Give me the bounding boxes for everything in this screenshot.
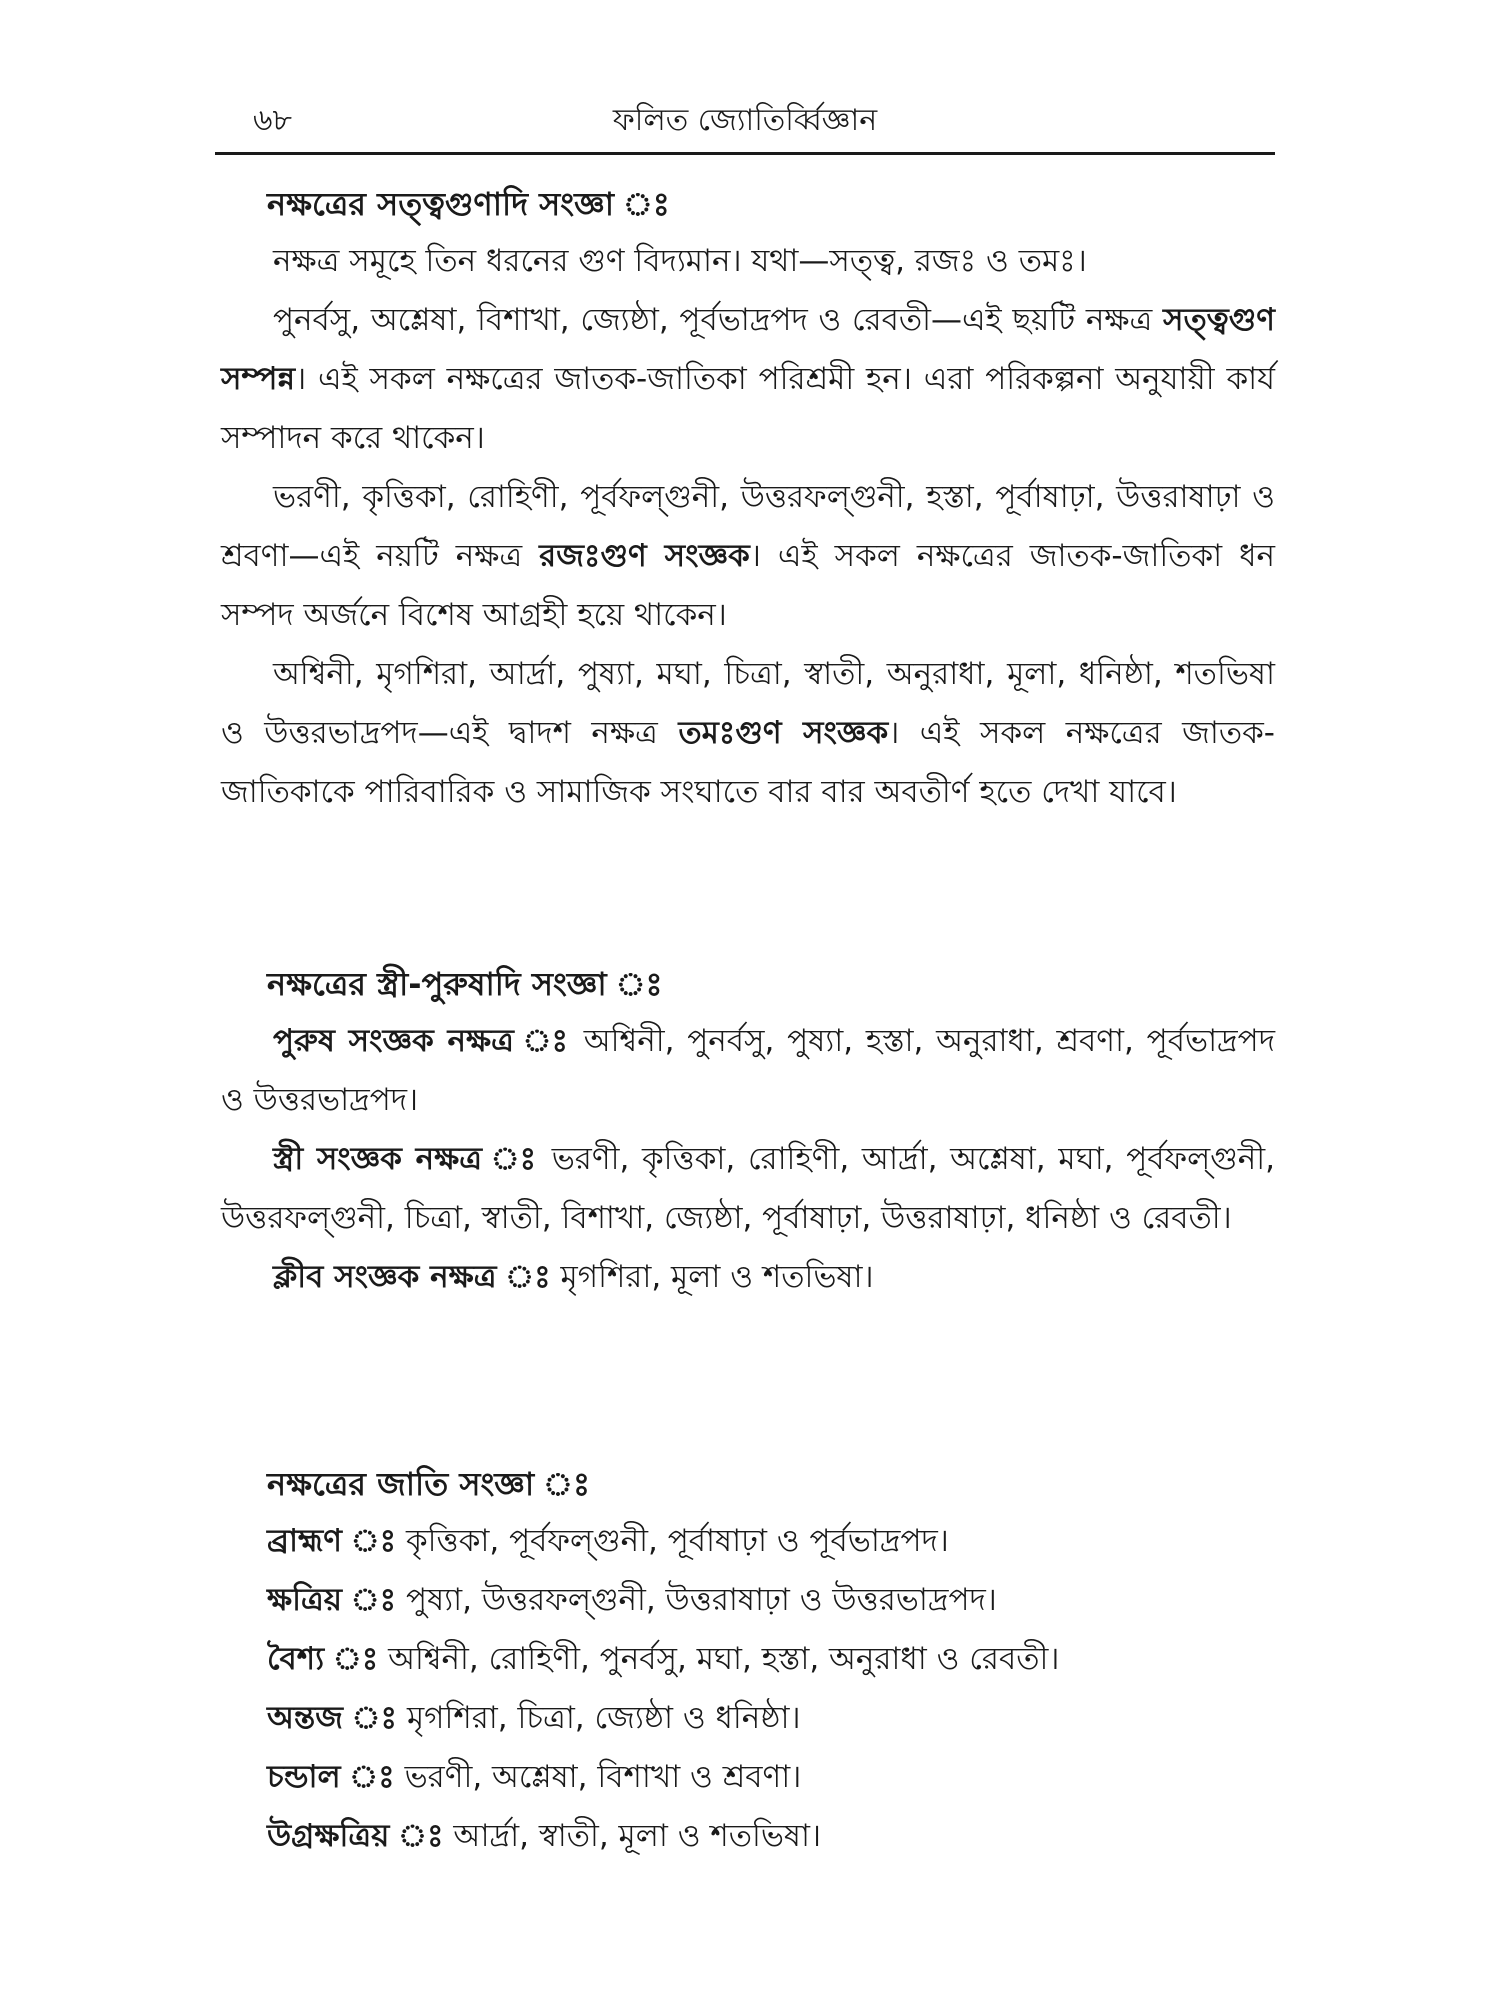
paragraph [215,232,1275,291]
list-text: ভরণী, অশ্লেষা, বিশাখা ও শ্রবণা। [394,1759,802,1795]
paragraph-text: । এই সকল নক্ষত্রের জাতক-জাতিকা ধন সম্পদ অর্জনে বিশেষ আগ্রহী হয়ে থাকেন। [221,538,1276,633]
running-head [215,95,1275,147]
header-rule [215,152,1275,155]
list-item [267,1748,1275,1807]
bold-term: স্ত্রী সংজ্ঞক নক্ষত্র ঃ [273,1141,539,1177]
section-heading: নক্ষত্রের সত্ত্বগুণাদি সংজ্ঞা ঃ [267,185,670,223]
list-label: অন্তজ ঃ [267,1700,398,1736]
paragraph [215,645,1275,822]
section-heading: নক্ষত্রের স্ত্রী-পুরুষাদি সংজ্ঞা ঃ [267,965,663,1003]
bold-term: তমঃগুণ সংজ্ঞক [678,715,889,751]
paragraph [215,1248,1275,1307]
section-heading: নক্ষত্রের জাতি সংজ্ঞা ঃ [267,1465,591,1503]
paragraph-text: পুনর্বসু, অশ্লেষা, বিশাখা, জ্যেষ্ঠা, পূর্বভাদ্রপদ ও রেবতী—এই ছয়টি নক্ষত্র [273,302,1163,338]
section-sattva-guna [215,180,1275,822]
paragraph [215,291,1275,468]
paragraph-text: অশ্বিনী, মৃগশিরা, আর্দ্রা, পুষ্যা, মঘা, চিত্রা, স্বাতী, অনুরাধা, মূলা, ধনিষ্ঠা, শতভিষা ও উত্তরভাদ্রপদ—এই দ্বাদশ নক্ষত্র [221,656,1275,751]
paragraph-text: ভরণী, কৃত্তিকা, রোহিণী, পূর্বফল্গুনী, উত্তরফল্গুনী, হস্তা, পূর্বাষাঢ়া, উত্তরাষাঢ়া ও শ্রবণা—এই নয়টি নক্ষত্র [221,479,1275,574]
list-label: বৈশ্য ঃ [267,1641,379,1677]
list-text: পুষ্যা, উত্তরফল্গুনী, উত্তরাষাঢ়া ও উত্তরভাদ্রপদ। [396,1582,997,1618]
section-caste [215,1460,1275,1866]
paragraph [215,1130,1275,1248]
paragraph-text: । এই সকল নক্ষত্রের জাতক-জাতিকাকে পারিবারিক ও সামাজিক সংঘাতে বার বার অবতীর্ণ হতে দেখা যাবে। [221,715,1275,810]
paragraph-text: ভরণী, কৃত্তিকা, রোহিণী, আর্দ্রা, অশ্লেষা, মঘা, পূর্বফল্গুনী, উত্তরফল্গুনী, চিত্রা, স্বাতী, বিশাখা, জ্যেষ্ঠা, পূর্বাষাঢ়া, উত্তরাষাঢ়া, ধনিষ্ঠা ও রেবতী। [221,1141,1275,1236]
list-text: কৃত্তিকা, পূর্বফল্গুনী, পূর্বাষাঢ়া ও পূর্বভাদ্রপদ। [396,1523,949,1559]
paragraph-text: নক্ষত্র সমূহে তিন ধরনের গুণ বিদ্যমান। যথা—সত্ত্ব, রজঃ ও তমঃ। [273,243,1087,279]
list-label: ক্ষত্রিয় ঃ [267,1582,397,1618]
list-item [267,1689,1275,1748]
list-text: অশ্বিনী, রোহিণী, পুনর্বসু, মঘা, হস্তা, অনুরাধা ও রেবতী। [378,1641,1060,1677]
book-page [215,95,1276,1854]
section-gender [215,960,1275,1307]
list-label: ব্রাহ্মণ ঃ [267,1523,397,1559]
list-item [267,1571,1275,1630]
list-text: আর্দ্রা, স্বাতী, মূলা ও শতভিষা। [443,1818,822,1854]
paragraph-text: মৃগশিরা, মূলা ও শতভিষা। [550,1259,874,1295]
list-label: উগ্রক্ষত্রিয় ঃ [267,1818,444,1854]
list-text: মৃগশিরা, চিত্রা, জ্যেষ্ঠা ও ধনিষ্ঠা। [397,1700,801,1736]
bold-term: ক্লীব সংজ্ঞক নক্ষত্র ঃ [273,1259,551,1295]
paragraph-text: । এই সকল নক্ষত্রের জাতক-জাতিকা পরিশ্রমী হন। এরা পরিকল্পনা অনুযায়ী কার্য সম্পাদন করে থাকেন। [221,361,1275,456]
paragraph [215,1012,1275,1130]
list-item [267,1630,1275,1689]
bold-term: সত্ত্বগুণ সম্পন্ন [221,302,1275,397]
bold-term: রজঃগুণ সংজ্ঞক [539,538,750,574]
list-label: চন্ডাল ঃ [267,1759,395,1795]
bold-term: পুরুষ সংজ্ঞক নক্ষত্র ঃ [273,1023,572,1059]
paragraph [215,468,1275,645]
book-title: ফলিত জ্যোতির্ব্বিজ্ঞান [612,103,878,138]
page-number: ৬৮ [253,103,292,138]
list-item [267,1807,1275,1866]
paragraph-text: অশ্বিনী, পুনর্বসু, পুষ্যা, হস্তা, অনুরাধা, শ্রবণা, পূর্বভাদ্রপদ ও উত্তরভাদ্রপদ। [221,1023,1275,1118]
list-item [267,1512,1275,1571]
